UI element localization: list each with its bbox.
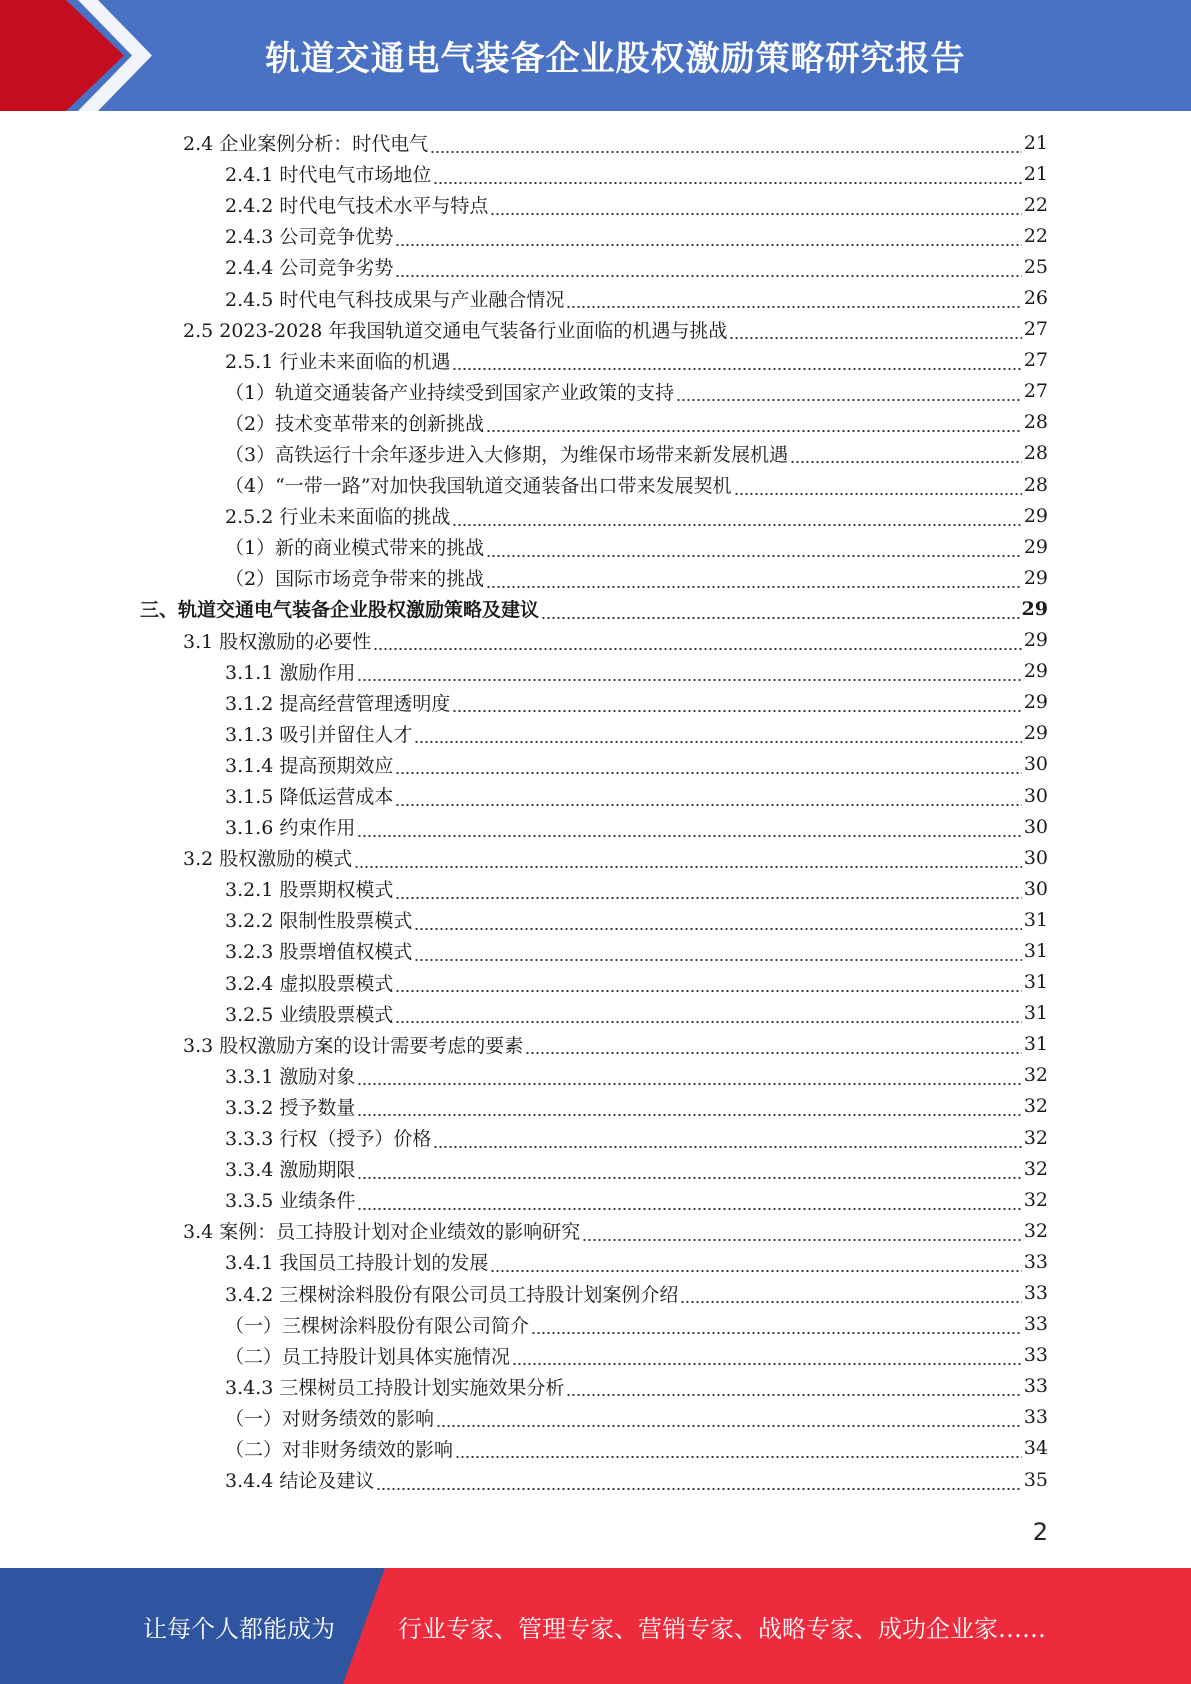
toc-leader-dots bbox=[582, 1222, 1022, 1242]
toc-entry-title: （2）技术变革带来的创新挑战 bbox=[225, 412, 485, 435]
toc-leader-dots bbox=[566, 289, 1021, 309]
toc-entry-title: 3.2 股权激励的模式 bbox=[183, 848, 353, 871]
toc-entry[interactable] bbox=[0, 1029, 1191, 1060]
toc-leader-dots bbox=[455, 1439, 1022, 1459]
toc-leader-dots bbox=[414, 942, 1021, 962]
toc-entry-page: 29 bbox=[1023, 535, 1048, 558]
toc-entry-title: 3.2.1 股票期权模式 bbox=[225, 879, 394, 902]
toc-entry[interactable] bbox=[0, 687, 1191, 718]
toc-entry-page: 28 bbox=[1023, 473, 1048, 496]
toc-entry[interactable] bbox=[0, 780, 1191, 811]
toc-entry[interactable] bbox=[0, 251, 1191, 282]
toc-leader-dots bbox=[354, 849, 1022, 869]
toc-entry[interactable] bbox=[0, 904, 1191, 935]
footer-slogan-left: 让每个人都能成为 bbox=[143, 1614, 335, 1643]
toc-entry-title: 3.2.3 股票增值权模式 bbox=[225, 941, 413, 964]
toc-entry[interactable] bbox=[0, 1309, 1191, 1340]
toc-entry-title: 3.4.4 结论及建议 bbox=[225, 1470, 375, 1493]
toc-entry-title: 3.4 案例：员工持股计划对企业绩效的影响研究 bbox=[183, 1221, 581, 1244]
toc-entry-title: 2.4.3 公司竞争优势 bbox=[225, 226, 394, 249]
toc-entry-page: 29 bbox=[1023, 629, 1048, 652]
toc-entry-title: 2.4 企业案例分析：时代电气 bbox=[183, 133, 429, 156]
toc-entry-page: 32 bbox=[1023, 1188, 1048, 1211]
toc-entry-page: 34 bbox=[1023, 1437, 1048, 1460]
toc-entry-page: 29 bbox=[1023, 660, 1048, 683]
toc-entry-title: 3.1.5 降低运营成本 bbox=[225, 786, 394, 809]
toc-entry-title: 3.3.4 激励期限 bbox=[225, 1159, 356, 1182]
toc-entry-page: 32 bbox=[1023, 1157, 1048, 1180]
toc-entry-page: 30 bbox=[1023, 877, 1048, 900]
toc-entry[interactable] bbox=[0, 500, 1191, 531]
toc-entry[interactable] bbox=[0, 1464, 1191, 1495]
toc-entry[interactable] bbox=[0, 1433, 1191, 1464]
toc-leader-dots bbox=[734, 476, 1022, 496]
toc-entry[interactable] bbox=[0, 127, 1191, 158]
toc-leader-dots bbox=[430, 134, 1022, 154]
toc-entry-title: （1）新的商业模式带来的挑战 bbox=[225, 537, 485, 560]
footer-banner bbox=[0, 1568, 1191, 1684]
toc-entry-title: （一）对财务绩效的影响 bbox=[225, 1407, 435, 1430]
toc-entry-page: 31 bbox=[1023, 1002, 1048, 1025]
toc-leader-dots bbox=[373, 631, 1022, 651]
toc-leader-dots bbox=[395, 973, 1021, 993]
toc-entry-title: 2.4.2 时代电气技术水平与特点 bbox=[225, 195, 489, 218]
toc-entry-title: 3.1 股权激励的必要性 bbox=[183, 630, 372, 653]
toc-entry-page: 30 bbox=[1023, 846, 1048, 869]
toc-entry-title: （4）“一带一路”对加快我国轨道交通装备出口带来发展契机 bbox=[225, 475, 732, 498]
toc-leader-dots bbox=[357, 1097, 1021, 1117]
toc-entry[interactable] bbox=[0, 656, 1191, 687]
toc-entry-page: 28 bbox=[1023, 411, 1048, 434]
toc-entry-page: 32 bbox=[1023, 1219, 1048, 1242]
toc-entry-page: 31 bbox=[1023, 1033, 1048, 1056]
toc-leader-dots bbox=[486, 413, 1022, 433]
toc-entry-page: 33 bbox=[1023, 1282, 1048, 1305]
toc-leader-dots bbox=[433, 1129, 1021, 1149]
toc-entry-page: 31 bbox=[1023, 908, 1048, 931]
toc-entry-title: 3.2.5 业绩股票模式 bbox=[225, 1003, 394, 1026]
toc-entry[interactable] bbox=[0, 1122, 1191, 1153]
toc-entry-title: 3.3 股权激励方案的设计需要考虑的要素 bbox=[183, 1034, 524, 1057]
toc-entry[interactable] bbox=[0, 625, 1191, 656]
toc-entry-page: 29 bbox=[1023, 691, 1048, 714]
toc-entry-title: 2.4.4 公司竞争劣势 bbox=[225, 257, 394, 280]
toc-entry[interactable] bbox=[0, 1277, 1191, 1308]
toc-entry-page: 29 bbox=[1023, 722, 1048, 745]
toc-leader-dots bbox=[436, 1408, 1022, 1428]
toc-entry-page: 29 bbox=[1021, 597, 1048, 620]
toc-entry[interactable] bbox=[0, 873, 1191, 904]
toc-entry[interactable] bbox=[0, 1246, 1191, 1277]
page-number: 2 bbox=[1032, 1518, 1048, 1546]
toc-entry[interactable] bbox=[0, 1371, 1191, 1402]
toc-entry-page: 29 bbox=[1023, 504, 1048, 527]
toc-entry-title: （2）国际市场竞争带来的挑战 bbox=[225, 568, 485, 591]
toc-leader-dots bbox=[433, 165, 1021, 185]
toc-entry[interactable] bbox=[0, 998, 1191, 1029]
toc-entry-page: 35 bbox=[1023, 1468, 1048, 1491]
toc-entry[interactable] bbox=[0, 1153, 1191, 1184]
toc-leader-dots bbox=[525, 1035, 1022, 1055]
toc-leader-dots bbox=[357, 1160, 1021, 1180]
toc-entry[interactable] bbox=[0, 1184, 1191, 1215]
toc-leader-dots bbox=[357, 818, 1021, 838]
toc-entry[interactable] bbox=[0, 1340, 1191, 1371]
report-header bbox=[0, 0, 1191, 111]
toc-entry-title: 3.2.4 虚拟股票模式 bbox=[225, 972, 394, 995]
toc-entry-title: 3.1.6 约束作用 bbox=[225, 817, 356, 840]
toc-entry-page: 30 bbox=[1023, 753, 1048, 776]
toc-leader-dots bbox=[452, 507, 1021, 527]
toc-entry-title: 3.1.2 提高经营管理透明度 bbox=[225, 692, 451, 715]
toc-leader-dots bbox=[395, 880, 1021, 900]
toc-entry[interactable] bbox=[0, 842, 1191, 873]
toc-entry-title: 2.5.1 行业未来面临的机遇 bbox=[225, 350, 451, 373]
toc-entry-page: 33 bbox=[1023, 1406, 1048, 1429]
toc-leader-dots bbox=[376, 1471, 1021, 1491]
toc-entry-title: 2.5 2023-2028 年我国轨道交通电气装备行业面临的机遇与挑战 bbox=[183, 319, 728, 342]
toc-entry-page: 30 bbox=[1023, 784, 1048, 807]
toc-entry-title: 3.2.2 限制性股票模式 bbox=[225, 910, 413, 933]
toc-leader-dots bbox=[541, 600, 1020, 620]
header-arrow-graphic bbox=[0, 0, 152, 111]
toc-leader-dots bbox=[729, 320, 1021, 340]
toc-entry-title: （一）三棵树涂料股份有限公司简介 bbox=[225, 1314, 530, 1337]
toc-entry-page: 28 bbox=[1023, 442, 1048, 465]
toc-leader-dots bbox=[566, 1377, 1021, 1397]
toc-entry-page: 32 bbox=[1023, 1064, 1048, 1087]
toc-entry[interactable] bbox=[0, 469, 1191, 500]
toc-entry-title: 3.3.2 授予数量 bbox=[225, 1096, 356, 1119]
toc-entry-page: 33 bbox=[1023, 1344, 1048, 1367]
toc-entry-page: 27 bbox=[1023, 318, 1048, 341]
toc-entry[interactable] bbox=[0, 282, 1191, 313]
toc-entry[interactable] bbox=[0, 1060, 1191, 1091]
toc-entry-title: 3.3.3 行权（授予）价格 bbox=[225, 1128, 432, 1151]
toc-entry[interactable] bbox=[0, 718, 1191, 749]
table-of-contents bbox=[0, 127, 1191, 1495]
toc-entry-title: （二）对非财务绩效的影响 bbox=[225, 1438, 454, 1461]
toc-entry[interactable] bbox=[0, 935, 1191, 966]
toc-leader-dots bbox=[790, 444, 1022, 464]
toc-entry[interactable] bbox=[0, 189, 1191, 220]
toc-leader-dots bbox=[395, 258, 1021, 278]
toc-entry-page: 27 bbox=[1023, 349, 1048, 372]
toc-leader-dots bbox=[676, 382, 1022, 402]
toc-leader-dots bbox=[395, 787, 1021, 807]
toc-entry[interactable] bbox=[0, 345, 1191, 376]
toc-entry-title: 3.3.5 业绩条件 bbox=[225, 1190, 356, 1213]
toc-entry-title: 3.4.2 三棵树涂料股份有限公司员工持股计划案例介绍 bbox=[225, 1283, 679, 1306]
toc-entry-title: （3）高铁运行十余年逐步进入大修期，为维保市场带来新发展机遇 bbox=[225, 443, 789, 466]
toc-entry[interactable] bbox=[0, 220, 1191, 251]
toc-leader-dots bbox=[395, 755, 1021, 775]
toc-entry[interactable] bbox=[0, 749, 1191, 780]
toc-entry-page: 27 bbox=[1023, 380, 1048, 403]
toc-entry-title: 2.5.2 行业未来面临的挑战 bbox=[225, 506, 451, 529]
toc-entry[interactable] bbox=[0, 593, 1191, 624]
footer-slogan-right: 行业专家、管理专家、营销专家、战略专家、成功企业家…… bbox=[398, 1614, 1046, 1643]
toc-leader-dots bbox=[395, 227, 1021, 247]
toc-leader-dots bbox=[357, 662, 1021, 682]
toc-entry-title: （1）轨道交通装备产业持续受到国家产业政策的支持 bbox=[225, 381, 675, 404]
toc-entry[interactable] bbox=[0, 314, 1191, 345]
toc-entry-page: 33 bbox=[1023, 1313, 1048, 1336]
toc-entry[interactable] bbox=[0, 407, 1191, 438]
toc-leader-dots bbox=[490, 1253, 1021, 1273]
toc-leader-dots bbox=[452, 693, 1021, 713]
toc-entry-page: 33 bbox=[1023, 1375, 1048, 1398]
toc-entry[interactable] bbox=[0, 531, 1191, 562]
toc-entry-title: （二）员工持股计划具体实施情况 bbox=[225, 1345, 511, 1368]
toc-entry-title: 3.3.1 激励对象 bbox=[225, 1065, 356, 1088]
toc-entry[interactable] bbox=[0, 158, 1191, 189]
toc-leader-dots bbox=[486, 569, 1022, 589]
report-title: 轨道交通电气装备企业股权激励策略研究报告 bbox=[265, 39, 966, 79]
toc-entry[interactable] bbox=[0, 1402, 1191, 1433]
toc-entry-page: 21 bbox=[1023, 131, 1048, 154]
toc-entry-title: 3.1.4 提高预期效应 bbox=[225, 754, 394, 777]
toc-leader-dots bbox=[414, 911, 1021, 931]
toc-entry[interactable] bbox=[0, 1215, 1191, 1246]
toc-entry-title: 3.4.1 我国员工持股计划的发展 bbox=[225, 1252, 489, 1275]
toc-entry-page: 31 bbox=[1023, 939, 1048, 962]
toc-entry-title: 3.1.1 激励作用 bbox=[225, 661, 356, 684]
toc-entry[interactable] bbox=[0, 1091, 1191, 1122]
toc-entry-page: 25 bbox=[1023, 255, 1048, 278]
toc-entry-page: 29 bbox=[1023, 566, 1048, 589]
toc-leader-dots bbox=[512, 1346, 1022, 1366]
toc-entry[interactable] bbox=[0, 438, 1191, 469]
toc-leader-dots bbox=[357, 1191, 1021, 1211]
toc-entry-page: 33 bbox=[1023, 1250, 1048, 1273]
toc-entry-page: 22 bbox=[1023, 224, 1048, 247]
toc-entry-page: 32 bbox=[1023, 1095, 1048, 1118]
toc-entry[interactable] bbox=[0, 811, 1191, 842]
toc-leader-dots bbox=[414, 724, 1021, 744]
toc-entry-page: 26 bbox=[1023, 287, 1048, 310]
toc-entry-title: 2.4.1 时代电气市场地位 bbox=[225, 164, 432, 187]
toc-entry-page: 32 bbox=[1023, 1126, 1048, 1149]
toc-entry-page: 30 bbox=[1023, 815, 1048, 838]
toc-leader-dots bbox=[357, 1066, 1021, 1086]
toc-entry-title: 3.1.3 吸引并留住人才 bbox=[225, 723, 413, 746]
toc-entry-page: 21 bbox=[1023, 162, 1048, 185]
toc-entry-title: 2.4.5 时代电气科技成果与产业融合情况 bbox=[225, 288, 565, 311]
toc-leader-dots bbox=[680, 1284, 1021, 1304]
toc-entry[interactable] bbox=[0, 967, 1191, 998]
toc-leader-dots bbox=[452, 351, 1021, 371]
toc-entry-title: 3.4.3 三棵树员工持股计划实施效果分析 bbox=[225, 1376, 565, 1399]
toc-leader-dots bbox=[531, 1315, 1022, 1335]
toc-entry[interactable] bbox=[0, 376, 1191, 407]
toc-leader-dots bbox=[486, 538, 1022, 558]
toc-entry-title: 三、轨道交通电气装备企业股权激励策略及建议 bbox=[140, 599, 540, 622]
toc-entry-page: 31 bbox=[1023, 971, 1048, 994]
toc-entry[interactable] bbox=[0, 562, 1191, 593]
toc-entry-page: 22 bbox=[1023, 193, 1048, 216]
toc-leader-dots bbox=[395, 1004, 1021, 1024]
toc-leader-dots bbox=[490, 196, 1021, 216]
